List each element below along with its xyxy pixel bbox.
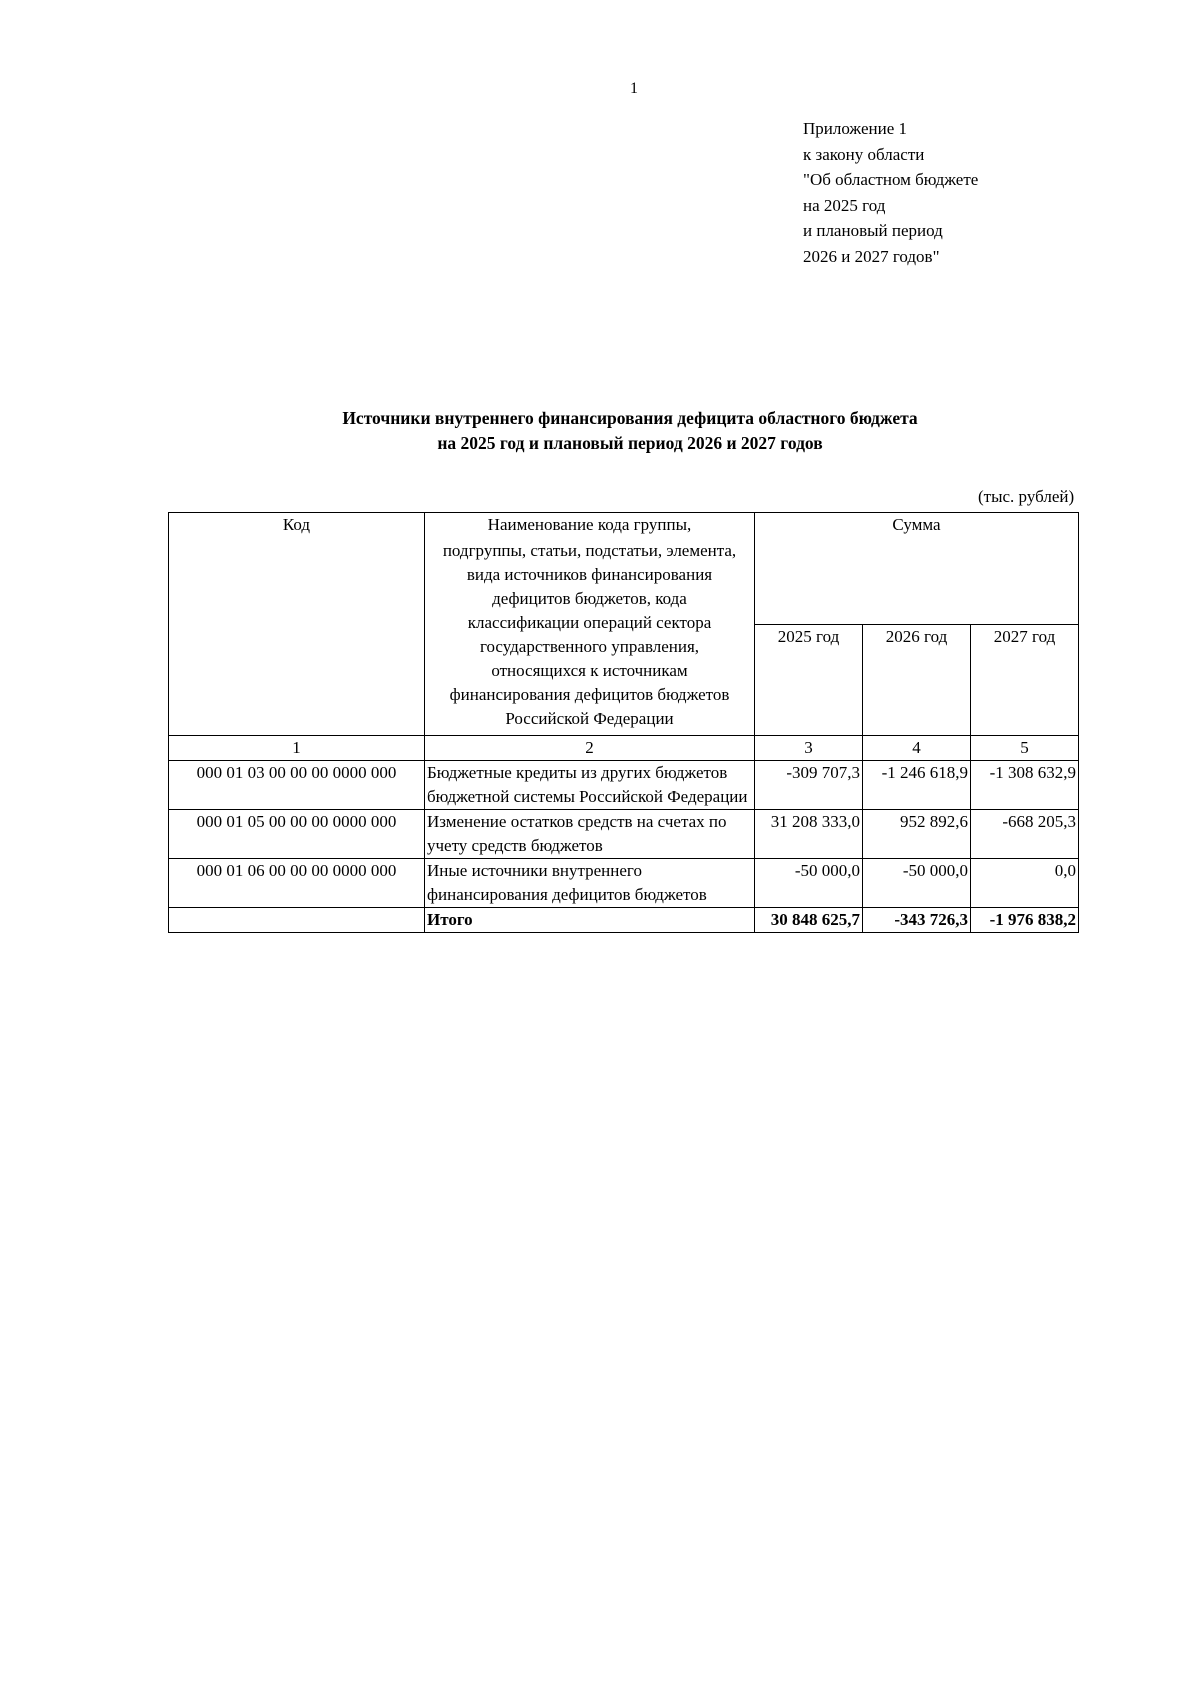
- row-code: 000 01 06 00 00 00 0000 000: [169, 859, 425, 908]
- total-value-2025: 30 848 625,7: [755, 908, 863, 933]
- header-name-rest: подгруппы, статьи, подстатьи, элемента, вида источников финансирования дефицитов бюджетов, кода классификации операций сектора государственного управления, относящихся к источникам финансирования дефицитов бюджетов Российской Федерации: [442, 541, 737, 728]
- units-label: (тыс. рублей): [978, 487, 1075, 506]
- header-year-2027: 2027 год: [971, 624, 1079, 736]
- header-year-2026: 2026 год: [863, 624, 971, 736]
- row-value-2027: -1 308 632,9: [971, 761, 1079, 810]
- row-value-2025: -50 000,0: [755, 859, 863, 908]
- row-value-2025: 31 208 333,0: [755, 810, 863, 859]
- header-year-2025: 2025 год: [755, 624, 863, 736]
- column-number: 2: [425, 736, 755, 761]
- header-name-first-line: Наименование кода группы,: [487, 515, 692, 534]
- title-line-2: на 2025 год и плановый период 2026 и 2027 годов: [437, 433, 823, 453]
- row-code: 000 01 05 00 00 00 0000 000: [169, 810, 425, 859]
- total-label: Итого: [425, 908, 755, 933]
- appendix-line: к закону области: [803, 144, 925, 164]
- table-row: [169, 810, 1079, 859]
- appendix-note: [803, 116, 978, 269]
- row-value-2027: 0,0: [971, 859, 1079, 908]
- appendix-line: 2026 и 2027 годов": [803, 246, 940, 266]
- appendix-line: Приложение 1: [803, 119, 907, 138]
- total-code-empty: [169, 908, 425, 933]
- column-number: 4: [863, 736, 971, 761]
- document-title: [168, 406, 1092, 456]
- row-name: Изменение остатков средств на счетах по учету средств бюджетов: [425, 810, 755, 859]
- header-code: Код: [169, 513, 425, 736]
- row-value-2027: -668 205,3: [971, 810, 1079, 859]
- table-header-row: [169, 513, 1079, 625]
- row-code: 000 01 03 00 00 00 0000 000: [169, 761, 425, 810]
- appendix-line: и плановый период: [803, 221, 943, 240]
- page-number: 1: [630, 80, 638, 97]
- row-value-2026: -50 000,0: [863, 859, 971, 908]
- column-number: 1: [169, 736, 425, 761]
- appendix-line: на 2025 год: [803, 195, 886, 215]
- row-value-2026: -1 246 618,9: [863, 761, 971, 810]
- title-line-1: Источники внутреннего финансирования дефицита областного бюджета: [342, 408, 918, 428]
- row-name: Бюджетные кредиты из других бюджетов бюджетной системы Российской Федерации: [425, 761, 755, 810]
- column-number: 3: [755, 736, 863, 761]
- header-name: [425, 513, 755, 736]
- total-value-2027: -1 976 838,2: [971, 908, 1079, 933]
- table-row: [169, 859, 1079, 908]
- column-number: 5: [971, 736, 1079, 761]
- row-value-2025: -309 707,3: [755, 761, 863, 810]
- total-row: [169, 908, 1079, 933]
- financing-sources-table: [168, 512, 1079, 933]
- total-value-2026: -343 726,3: [863, 908, 971, 933]
- column-numbers-row: [169, 736, 1079, 761]
- row-name: Иные источники внутреннего финансирования дефицитов бюджетов: [425, 859, 755, 908]
- table-row: [169, 761, 1079, 810]
- row-value-2026: 952 892,6: [863, 810, 971, 859]
- appendix-line: "Об областном бюджете: [803, 170, 979, 189]
- header-sum: Сумма: [755, 513, 1079, 625]
